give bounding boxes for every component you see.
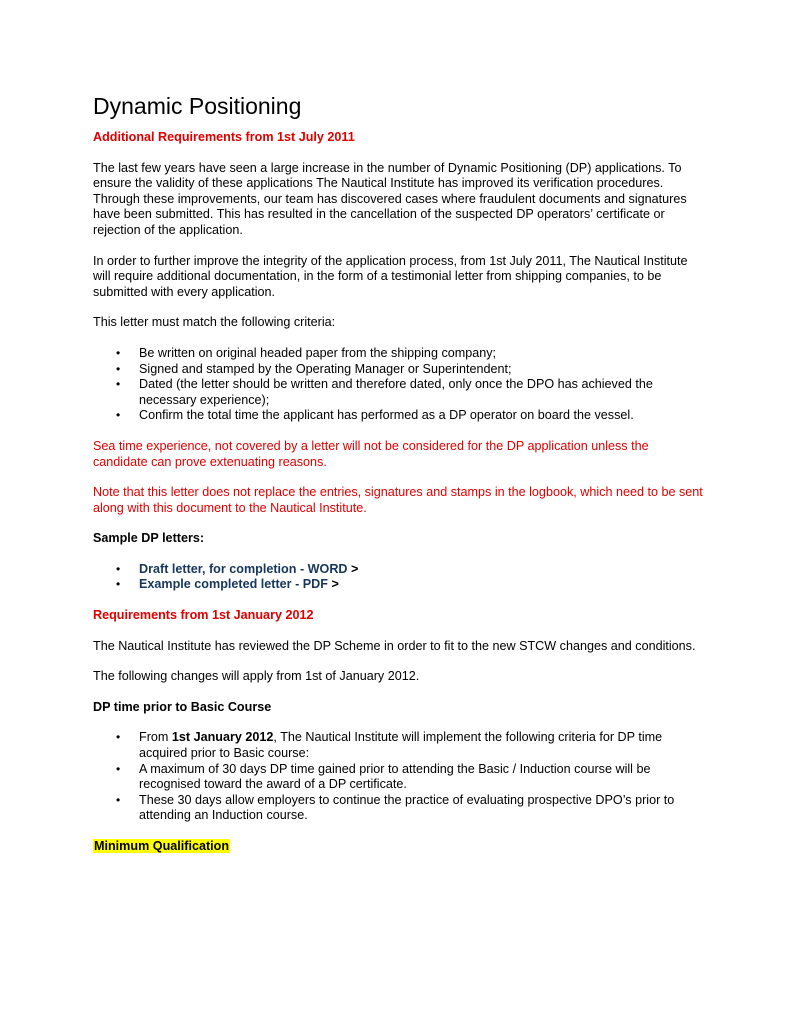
sample-links-list [93,562,703,593]
note-sea-time: Sea time experience, not covered by a letter will not be considered for the DP application unless the candidate can prove extenuating reasons. [93,438,649,469]
bullet-icon: • [116,408,121,423]
list-item: • Be written on original headed paper from the shipping company; [116,345,497,360]
bullet-icon: • [116,792,121,807]
section1-para3: This letter must match the following criteria: [93,315,336,330]
list-item: • From 1st January 2012, The Nautical Institute will implement the following criteria for DP time acquired prior to Basic course: [116,730,663,761]
dp-time-subheading: DP time prior to Basic Course [93,699,272,714]
note-logbook: Note that this letter does not replace the entries, signatures and stamps in the logbook, which need to be sent along with this document to the Nautical Institute. [93,485,703,515]
document-page [93,92,703,855]
list-item: • Dated (the letter should be written and therefore dated, only once the DPO has achieved the necessary experience); [116,377,653,407]
page-title: Dynamic Positioning [93,93,302,119]
link-arrow[interactable]: > [327,577,339,592]
list-item [116,561,703,578]
sample-letters-heading: Sample DP letters: [93,531,205,546]
link-arrow[interactable]: > [347,561,359,576]
example-letter-pdf-link[interactable]: Example completed letter - PDF [139,577,328,592]
criteria-list [93,346,703,424]
draft-letter-word-link[interactable]: Draft letter, for completion - WORD [139,561,348,576]
bullet-icon: • [116,730,121,745]
section1-para2: In order to further improve the integrity of the application process, from 1st July 2011, The Nautical Institute will require additional documentation, in the form of a testimonial letter from shipping companies, to be submitted with every application. [93,253,688,299]
min-qualification-row [93,839,703,855]
bullet-icon: • [116,561,121,576]
dp-time-list [93,730,703,824]
section2-para2: The following changes will apply from 1st of January 2012. [93,669,420,684]
list-item: • Signed and stamped by the Operating Manager or Superintendent; [116,361,512,376]
list-item: • These 30 days allow employers to continue the practice of evaluating prospective DPO’s prior to attending an Induction course. [116,792,675,823]
bullet-icon: • [116,577,121,592]
list-item: • A maximum of 30 days DP time gained prior to attending the Basic / Induction course will be recognised toward the award of a DP certificate. [116,761,651,792]
section2-para1: The Nautical Institute has reviewed the DP Scheme in order to fit to the new STCW changes and conditions. [93,638,696,653]
list-item: • Confirm the total time the applicant has performed as a DP operator on board the vessel. [116,408,634,423]
bullet-icon: • [116,761,121,776]
section1-heading: Additional Requirements from 1st July 2011 [93,130,355,144]
section1-para1: The last few years have seen a large increase in the number of Dynamic Positioning (DP) applications. To ensure the validity of these applications The Nautical Institute has improved its verification procedures. Through these improvements, our team has discovered cases where fraudulent documents and signatures have been submitted. This has resulted in the cancellation of the suspected DP operators’ certificate or rejection of the application. [93,160,687,237]
list-item [116,577,703,593]
bullet-icon: • [116,361,121,376]
section2-heading: Requirements from 1st January 2012 [93,608,314,623]
bullet-icon: • [116,377,121,392]
min-qualification-heading: Minimum Qualification [94,839,230,853]
bullet-icon: • [116,345,121,360]
